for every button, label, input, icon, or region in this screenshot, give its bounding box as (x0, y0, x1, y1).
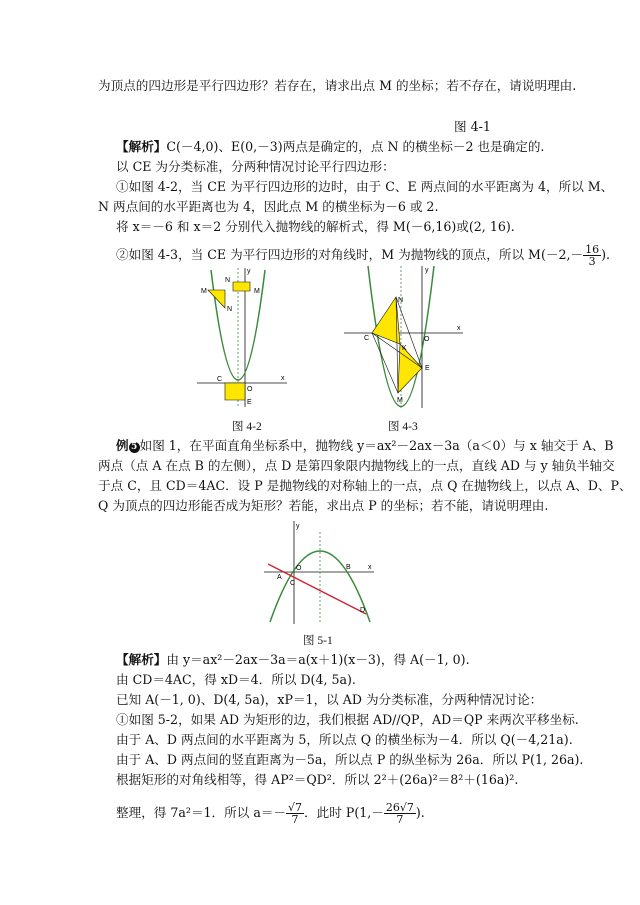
text-line-fraction: 整理，得 7a²＝1．所以 a＝－ $\frac{√7}{7}$ ．此时 P(1,－ $\frac{26√7}{7}$ ). (116, 801, 425, 826)
analysis-tag: 【解析】 (116, 139, 167, 154)
text-line: ①如图 4-2，当 CE 为平行四边形的边时，由于 C、E 两点间的水平距离为 4，所以 M、 (116, 179, 614, 194)
label-E: E (425, 365, 430, 372)
label-E: E (247, 399, 252, 406)
x-label: x (281, 375, 285, 382)
text-line: ②如图 4-3，当 CE 为平行四边形的对角线时，M 为抛物线的顶点，所以 M(－2,－ (116, 247, 584, 262)
parallelogram (233, 282, 250, 291)
text-line: 将 x＝－6 和 x＝2 分别代入抛物线的解析式，得 M(－6,16)或(2, 16). (116, 219, 515, 234)
figure-caption: 图 4-1 (454, 119, 491, 134)
y-label: y (425, 267, 429, 274)
y-label: y (247, 268, 251, 275)
label-M: M (397, 397, 403, 404)
parallelogram (208, 290, 225, 308)
figure-4-3 (340, 262, 468, 412)
text-line: 两点（点 A 在点 B 的左侧），点 D 是第四象限内抛物线上的一点，直线 AD 与 y 轴负半轴交 (98, 458, 615, 473)
text-line: 由 CD＝4AC，得 xD＝4．所以 D(4, 5a). (116, 672, 356, 687)
analysis-tag: 【解析】 (116, 652, 167, 667)
label-M: M (254, 288, 260, 295)
x-label: x (368, 564, 372, 571)
analysis-line (116, 139, 544, 155)
text-line: 于点 C，且 CD＝4AC．设 P 是抛物线的对称轴上的一点，点 Q 在抛物线上，以点 A、D、P、 (98, 478, 632, 493)
triangle-region (225, 383, 245, 400)
figure-caption: 图 4-2 (232, 421, 262, 433)
label-O: O (296, 565, 302, 572)
label-N: N (398, 297, 404, 304)
text-line: Q 为顶点的四边形能否成为矩形？若能，求出点 P 的坐标；若不能，请说明理由. (98, 498, 549, 513)
label-C: C (364, 335, 370, 342)
fraction: $\frac{√7}{7}$ (288, 801, 303, 826)
parallelogram-part (372, 297, 400, 344)
label-K: K (402, 345, 407, 352)
text-line: N 两点间的水平距离也为 4，因此点 M 的横坐标为－6 或 2. (98, 199, 439, 214)
text-line: C(－4,0)、E(0,－3)两点是确定的，点 N 的横坐标－2 也是确定的. (166, 139, 545, 154)
text-line: 根据矩形的对角线相等，得 AP²＝QD²．所以 2²＋(26a)²＝8²＋(16a)². (116, 772, 519, 787)
fraction: $\frac{16}{3}$ (585, 243, 600, 268)
y-label: y (296, 523, 300, 530)
text-line: 已知 A(－1, 0)、D(4, 5a)，xP＝1，以 AD 为分类标准，分两种情况讨论： (116, 692, 543, 707)
label-B: B (346, 564, 351, 571)
fraction: $\frac{26√7}{7}$ (385, 801, 414, 826)
figure-5-1 (262, 518, 378, 626)
text-line: 由于 A、D 两点间的水平距离为 5，所以点 Q 的横坐标为－4．所以 Q(－4,21a). (116, 732, 573, 747)
label-M: M (201, 288, 207, 295)
label-A: A (277, 574, 282, 581)
figure-caption: 图 4-3 (388, 421, 418, 433)
figure-4-2 (195, 265, 290, 410)
label-O: O (424, 336, 430, 343)
text-line-fraction: ②如图 4-3，当 CE 为平行四边形的对角线时，M 为抛物线的顶点，所以 M(－2,－ $\frac{16}{3}$ ). (116, 243, 610, 268)
text-line: ①如图 5-2，如果 AD 为矩形的边，我们根据 AD//QP，AD＝QP 来两次平移坐标. (116, 712, 579, 727)
example-number-badge: 5 (129, 442, 140, 453)
example-line (116, 438, 614, 454)
x-label: x (457, 325, 461, 332)
label-O: O (247, 386, 253, 393)
text-line: 为顶点的四边形是平行四边形？若存在，请求出点 M 的坐标；若不存在，请说明理由. (98, 78, 577, 93)
text-line: 由 y＝ax²－2ax－3a＝a(x＋1)(x－3)，得 A(－1, 0). (166, 652, 470, 667)
label-N: N (225, 277, 231, 284)
label-D: D (360, 607, 366, 614)
text-line: 由于 A、D 两点间的竖直距离为－5a，所以点 P 的纵坐标为 26a．所以 P(1, 26a). (116, 752, 584, 767)
label-C: C (290, 580, 296, 587)
analysis-line (116, 652, 470, 668)
figure-caption: 图 5-1 (303, 635, 333, 647)
text-line: 以 CE 为分类标准，分两种情况讨论平行四边形： (116, 159, 395, 174)
label-N: N (227, 306, 233, 313)
label-C: C (217, 376, 223, 383)
example-label: 例 (116, 438, 129, 453)
text-line: 如图 1，在平面直角坐标系中，抛物线 y＝ax²－2ax－3a（a＜0）与 x 轴交于 A、B (139, 438, 614, 453)
